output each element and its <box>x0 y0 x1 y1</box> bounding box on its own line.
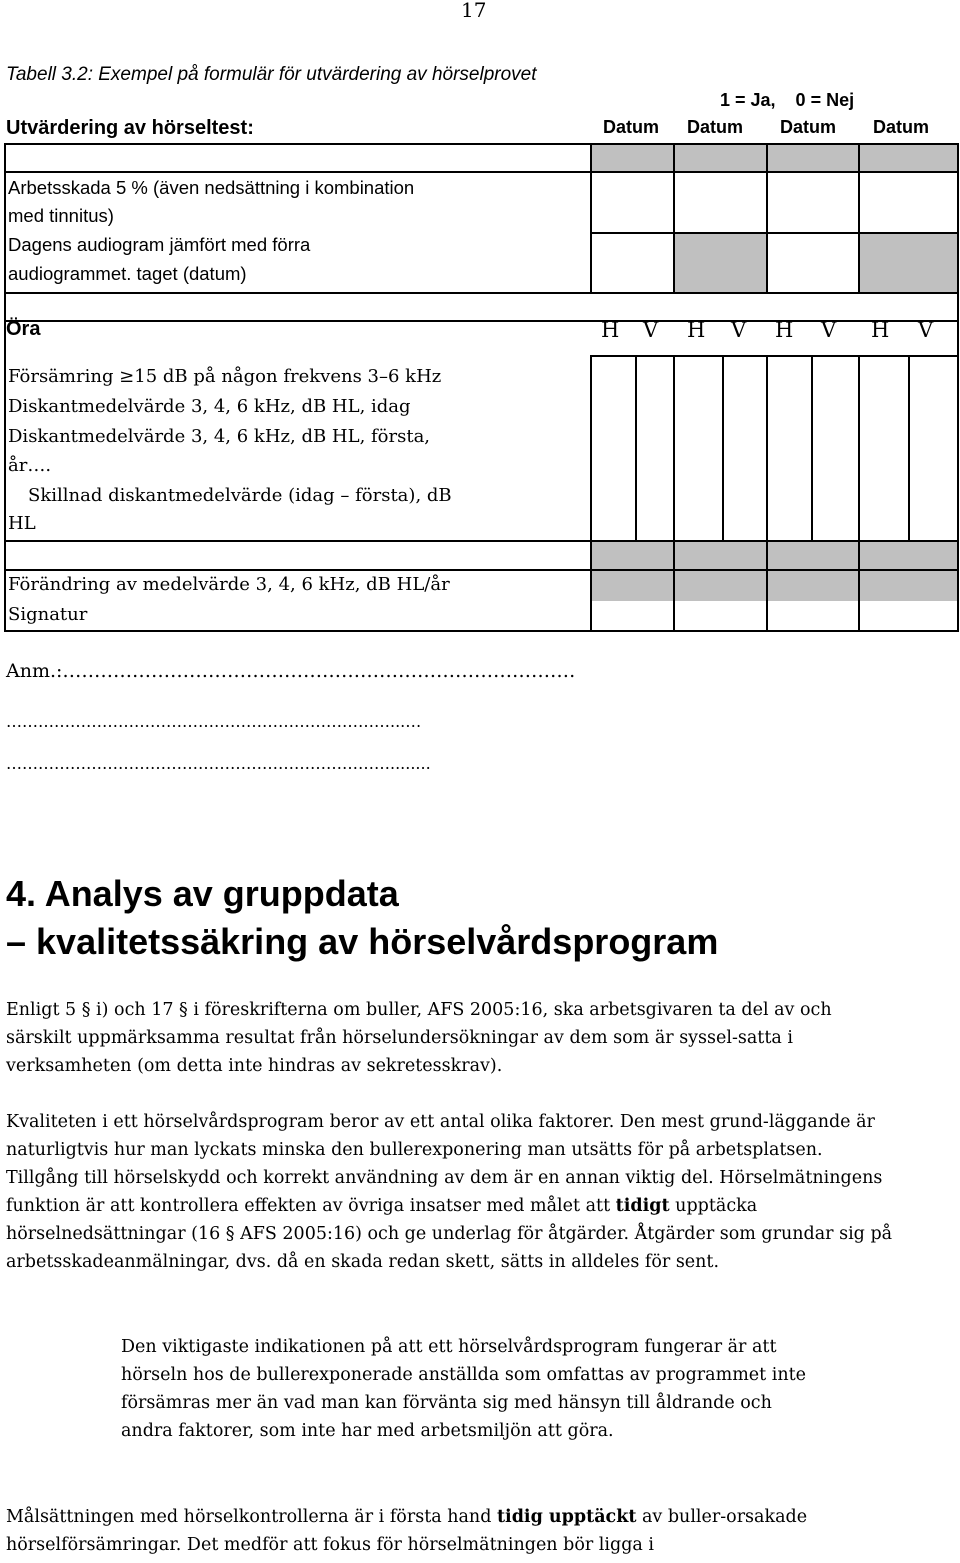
emphasis-early-detection: tidig upptäckt <box>496 1507 637 1527</box>
row-label-treble-difference-cont: HL <box>8 513 36 534</box>
row-label-treble-difference: Skillnad diskantmedelvärde (idag – första), dB <box>28 485 452 506</box>
answer-legend: 1 = Ja, 0 = Nej <box>720 90 855 110</box>
ear-side-v-3: V <box>821 318 837 342</box>
ear-side-h-1: H <box>601 318 620 342</box>
row-label-signature: Signatur <box>8 604 88 625</box>
notes-label: Anm.:……………………………………………………………………… <box>6 660 576 682</box>
row-label-treble-mean-first-cont: år…. <box>8 455 52 476</box>
date-header-3: Datum <box>779 117 836 137</box>
row-label-work-injury: Arbetsskada 5 % (även nedsättning i kombination <box>8 177 415 198</box>
row-label-mean-change: Förändring av medelvärde 3, 4, 6 kHz, dB HL/år <box>8 574 450 595</box>
section-title <box>6 870 718 966</box>
date-header-2: Datum <box>686 117 743 137</box>
row-label-deterioration: Försämring ≥15 dB på någon frekvens 3–6 kHz <box>8 366 442 387</box>
paragraph-quality: Kvaliteten i ett hörselvårdsprogram beror av ett antal olika faktorer. Den mest grund-läggande är naturligtvis hur man lyckats minska den bullerexponering man utsätts för på arbetsplatsen. Tillgång till hörselskydd och korrekt användning av dem är en annan viktig del. Hörselmätningens funktion är att kontrollera effekten av övriga insatser med målet att tidigt upptäcka hörselnedsättningar (16 § AFS 2005:16) och ge underlag för åtgärder. Åtgärder som grundar sig på arbetsskadeanmälningar, dvs. då en skada redan skett, sätts in alldeles för sent. <box>6 1112 893 1272</box>
ear-side-h-2: H <box>687 318 706 342</box>
page-number: 17 <box>461 0 487 22</box>
notes-dots-2: ………………………………………………………………...… <box>6 712 422 731</box>
highlight-quote: Den viktigaste indikationen på att ett hörselvårdsprogram fungerar är att hörseln hos de bullerexponerade anställda som omfattas av programmet inte försämras mer än vad man kan förvänta sig med hänsyn till åldrande och andra faktorer, som inte har med arbetsmiljön att göra. <box>121 1337 806 1441</box>
section-title-line-2: – kvalitetssäkring av hörselvårdsprogram <box>6 921 719 962</box>
ear-side-h-4: H <box>871 318 890 342</box>
emphasis-early: tidigt <box>615 1196 670 1216</box>
date-header-1: Datum <box>602 117 659 137</box>
row-label-treble-mean-today: Diskantmedelvärde 3, 4, 6 kHz, dB HL, idag <box>8 396 411 417</box>
table-caption: Tabell 3.2: Exempel på formulär för utvärdering av hörselprovet <box>6 64 537 85</box>
row-label-audiogram-compare-cont: audiogrammet. taget (datum) <box>8 263 247 284</box>
paragraph-goal: Målsättningen med hörselkontrollerna är i första hand tidig upptäckt av buller-orsakade hörselförsämringar. Det medför att fokus för hörselmätningen bör ligga i <box>6 1507 808 1555</box>
ear-side-v-4: V <box>918 318 934 342</box>
row-label-treble-mean-first: Diskantmedelvärde 3, 4, 6 kHz, dB HL, första, <box>8 426 431 447</box>
ear-side-v-2: V <box>731 318 747 342</box>
notes-dots-1: ……………………………………………………………………… <box>62 660 576 682</box>
notes-dots-3: ………………………………………………………………........ <box>6 754 431 773</box>
section-title-line-1: 4. Analys av gruppdata <box>6 873 399 914</box>
ear-side-h-3: H <box>775 318 794 342</box>
ear-label: Öra <box>6 318 41 340</box>
ear-side-v-1: V <box>643 318 659 342</box>
evaluation-heading: Utvärdering av hörseltest: <box>6 117 254 139</box>
row-label-audiogram-compare: Dagens audiogram jämfört med förra <box>8 234 311 255</box>
paragraph-regulation: Enligt 5 § i) och 17 § i föreskrifterna om buller, AFS 2005:16, ska arbetsgivaren ta del av och särskilt uppmärksamma resultat från hörselundersökningar av dem som är syssel-satta i verksamheten (om detta inte hindras av sekretesskrav). <box>6 1000 832 1076</box>
row-label-work-injury-cont: med tinnitus) <box>8 205 114 226</box>
date-header-4: Datum <box>872 117 929 137</box>
